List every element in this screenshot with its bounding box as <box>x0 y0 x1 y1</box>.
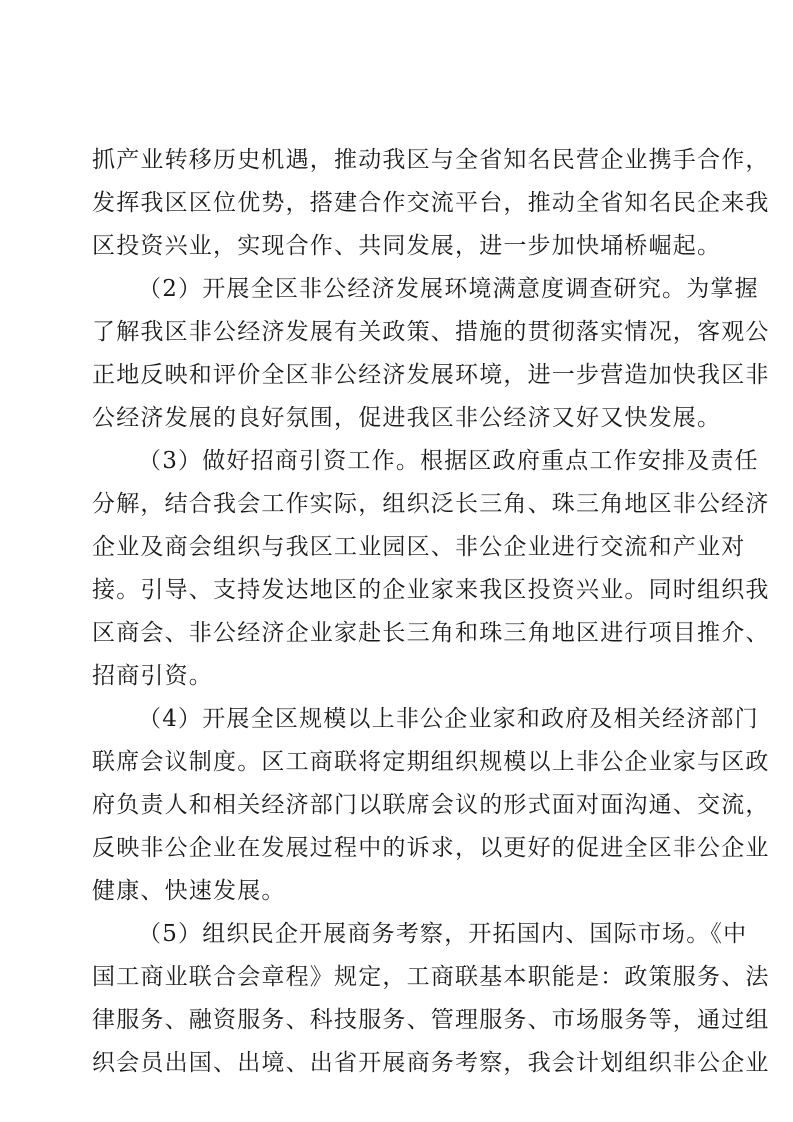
paragraph-heading: （5）组织民企开展商务考察，开拓国内、国际市场。《中 <box>138 921 748 947</box>
text-line: 招商引资。 <box>92 663 213 689</box>
text-line: 区商会、非公经济企业家赴长三角和珠三角地区进行项目推介、 <box>92 620 770 646</box>
text-line: 反映非公企业在发展过程中的诉求，以更好的促进全区非公企业 <box>92 835 770 861</box>
text-line: 国工商业联合会章程》规定，工商联基本职能是：政策服务、法 <box>92 964 770 990</box>
paragraph-heading: （3）做好招商引资工作。根据区政府重点工作安排及责任 <box>138 448 759 474</box>
text-line: 了解我区非公经济发展有关政策、措施的贯彻落实情况，客观公 <box>92 319 770 345</box>
text-line: 联席会议制度。区工商联将定期组织规模以上非公企业家与区政 <box>92 749 770 775</box>
text-line: 健康、快速发展。 <box>92 878 286 904</box>
text-line: 企业及商会组织与我区工业园区、非公企业进行交流和产业对 <box>92 534 746 560</box>
text-line: 抓产业转移历史机遇，推动我区与全省知名民营企业携手合作， <box>92 147 770 173</box>
text-line: 分解，结合我会工作实际，组织泛长三角、珠三角地区非公经济 <box>92 491 770 517</box>
text-line: 府负责人和相关经济部门以联席会议的形式面对面沟通、交流， <box>92 792 770 818</box>
text-line: 发挥我区区位优势，搭建合作交流平台，推动全省知名民企来我 <box>92 190 770 216</box>
paragraph-heading: （2）开展全区非公经济发展环境满意度调查研究。为掌握 <box>138 276 759 302</box>
text-line: 公经济发展的良好氛围，促进我区非公经济又好又快发展。 <box>92 405 722 431</box>
text-line: 织会员出国、出境、出省开展商务考察，我会计划组织非公企业 <box>92 1050 770 1076</box>
text-line: 接。引导、支持发达地区的企业家来我区投资兴业。同时组织我 <box>92 577 770 603</box>
text-line: 律服务、融资服务、科技服务、管理服务、市场服务等，通过组 <box>92 1007 770 1033</box>
text-line: 区投资兴业，实现合作、共同发展，进一步加快埇桥崛起。 <box>92 233 722 259</box>
text-line: 正地反映和评价全区非公经济发展环境，进一步营造加快我区非 <box>92 362 770 388</box>
paragraph-heading: （4）开展全区规模以上非公企业家和政府及相关经济部门 <box>138 706 759 732</box>
